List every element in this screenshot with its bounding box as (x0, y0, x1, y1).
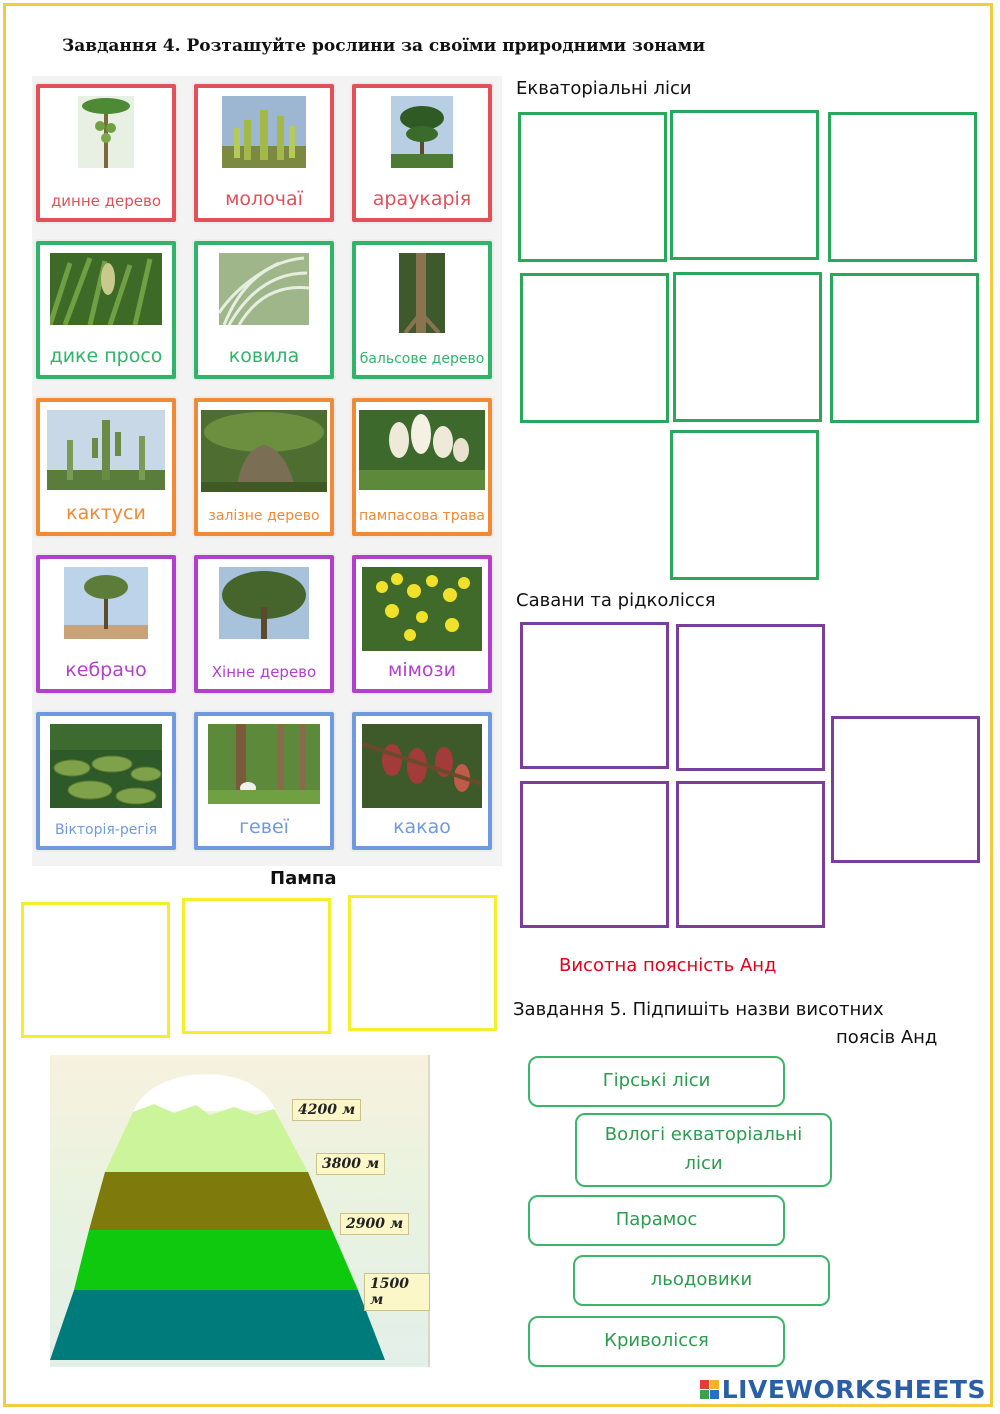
plant-card-label: бальсове дерево (359, 351, 485, 368)
plant-card[interactable] (352, 84, 492, 222)
pampas-grass-photo (359, 410, 485, 490)
answer-pill[interactable]: Криволісся (528, 1316, 785, 1367)
plant-card[interactable] (36, 398, 176, 536)
mimosa-photo (362, 567, 482, 651)
plant-card-label: гевеї (239, 816, 289, 839)
plant-card[interactable] (194, 712, 334, 850)
drop-box-savanna[interactable] (831, 716, 980, 863)
equatorial-heading: Екваторіальні ліси (516, 78, 692, 99)
answer-pill[interactable]: Вологі екваторіальні ліси (575, 1113, 832, 1187)
altitude-label: 2900 м (340, 1213, 409, 1235)
plant-card[interactable] (194, 84, 334, 222)
pampa-heading: Пампа (270, 868, 337, 889)
plant-card[interactable] (36, 555, 176, 693)
plant-card[interactable] (194, 241, 334, 379)
altitude-label: 3800 м (316, 1153, 385, 1175)
plant-card-label: пампасова трава (358, 508, 486, 525)
plant-card-label: Вікторія-регія (54, 822, 158, 839)
drop-box-pampa[interactable] (182, 898, 331, 1034)
altitude-label: 4200 м (292, 1099, 361, 1121)
plant-card[interactable] (352, 712, 492, 850)
drop-box-equatorial[interactable] (670, 110, 819, 260)
andes-altitude-diagram (50, 1055, 430, 1367)
plant-card-label: динне дерево (50, 192, 162, 211)
plant-card[interactable] (36, 84, 176, 222)
drop-box-savanna[interactable] (520, 622, 669, 769)
drop-box-savanna[interactable] (676, 781, 825, 928)
cinchona-photo (219, 567, 309, 639)
hevea-photo (208, 724, 320, 804)
drop-box-savanna[interactable] (676, 624, 825, 771)
plant-card-label: дике просо (49, 345, 163, 368)
liveworksheets-logo (700, 1375, 986, 1404)
plant-card[interactable] (194, 555, 334, 693)
plant-card-label: какао (393, 816, 451, 839)
cactus-photo (47, 410, 165, 490)
plant-card-label: мімози (387, 659, 457, 682)
plant-card-label: залізне дерево (208, 508, 320, 525)
victoria-regia-photo (50, 724, 162, 808)
drop-box-equatorial[interactable] (520, 273, 669, 423)
drop-box-equatorial[interactable] (830, 273, 979, 423)
plant-card-label: молочаї (225, 188, 303, 211)
papaya-tree-photo (78, 96, 134, 168)
plant-card[interactable] (352, 241, 492, 379)
plant-card-label: кактуси (66, 502, 146, 525)
andes-heading: Висотна поясність Анд (559, 955, 777, 976)
balsa-tree-photo (399, 253, 445, 333)
araucaria-photo (391, 96, 453, 168)
cacao-photo (362, 724, 482, 808)
millet-photo (50, 253, 162, 325)
plant-card[interactable] (36, 241, 176, 379)
iron-tree-photo (201, 410, 327, 492)
drop-box-equatorial[interactable] (670, 430, 819, 580)
quebracho-photo (64, 567, 148, 639)
euphorbia-photo (222, 96, 306, 168)
answer-pill[interactable]: Гірські ліси (528, 1056, 785, 1107)
plant-card[interactable] (36, 712, 176, 850)
altitude-label: 1500 м (364, 1273, 430, 1311)
plant-card-label: кебрачо (65, 659, 147, 682)
drop-box-equatorial[interactable] (828, 112, 977, 262)
drop-box-savanna[interactable] (520, 781, 669, 928)
task5-title: Завдання 5. Підпишіть назви висотних (513, 999, 884, 1020)
drop-box-pampa[interactable] (21, 902, 170, 1038)
plant-card-label: ковила (228, 345, 300, 368)
plant-card[interactable] (352, 398, 492, 536)
savanna-heading: Савани та рідколісся (516, 590, 716, 611)
feather-grass-photo (219, 253, 309, 325)
plant-card[interactable] (352, 555, 492, 693)
plant-card-label: араукарія (372, 188, 472, 211)
drop-box-pampa[interactable] (348, 895, 497, 1031)
answer-pill[interactable]: льодовики (573, 1255, 830, 1306)
drop-box-equatorial[interactable] (673, 272, 822, 422)
drop-box-equatorial[interactable] (518, 112, 667, 262)
plant-card-label: Хінне дерево (211, 663, 317, 682)
task5-title-continued: поясів Анд (836, 1027, 938, 1048)
logo-text: LIVEWORKSHEETS (721, 1375, 986, 1404)
plant-card[interactable] (194, 398, 334, 536)
task4-title: Завдання 4. Розташуйте рослини за своїми природними зонами (62, 36, 706, 56)
liveworksheets-logo-icon (700, 1380, 719, 1399)
answer-pill[interactable]: Парамос (528, 1195, 785, 1246)
